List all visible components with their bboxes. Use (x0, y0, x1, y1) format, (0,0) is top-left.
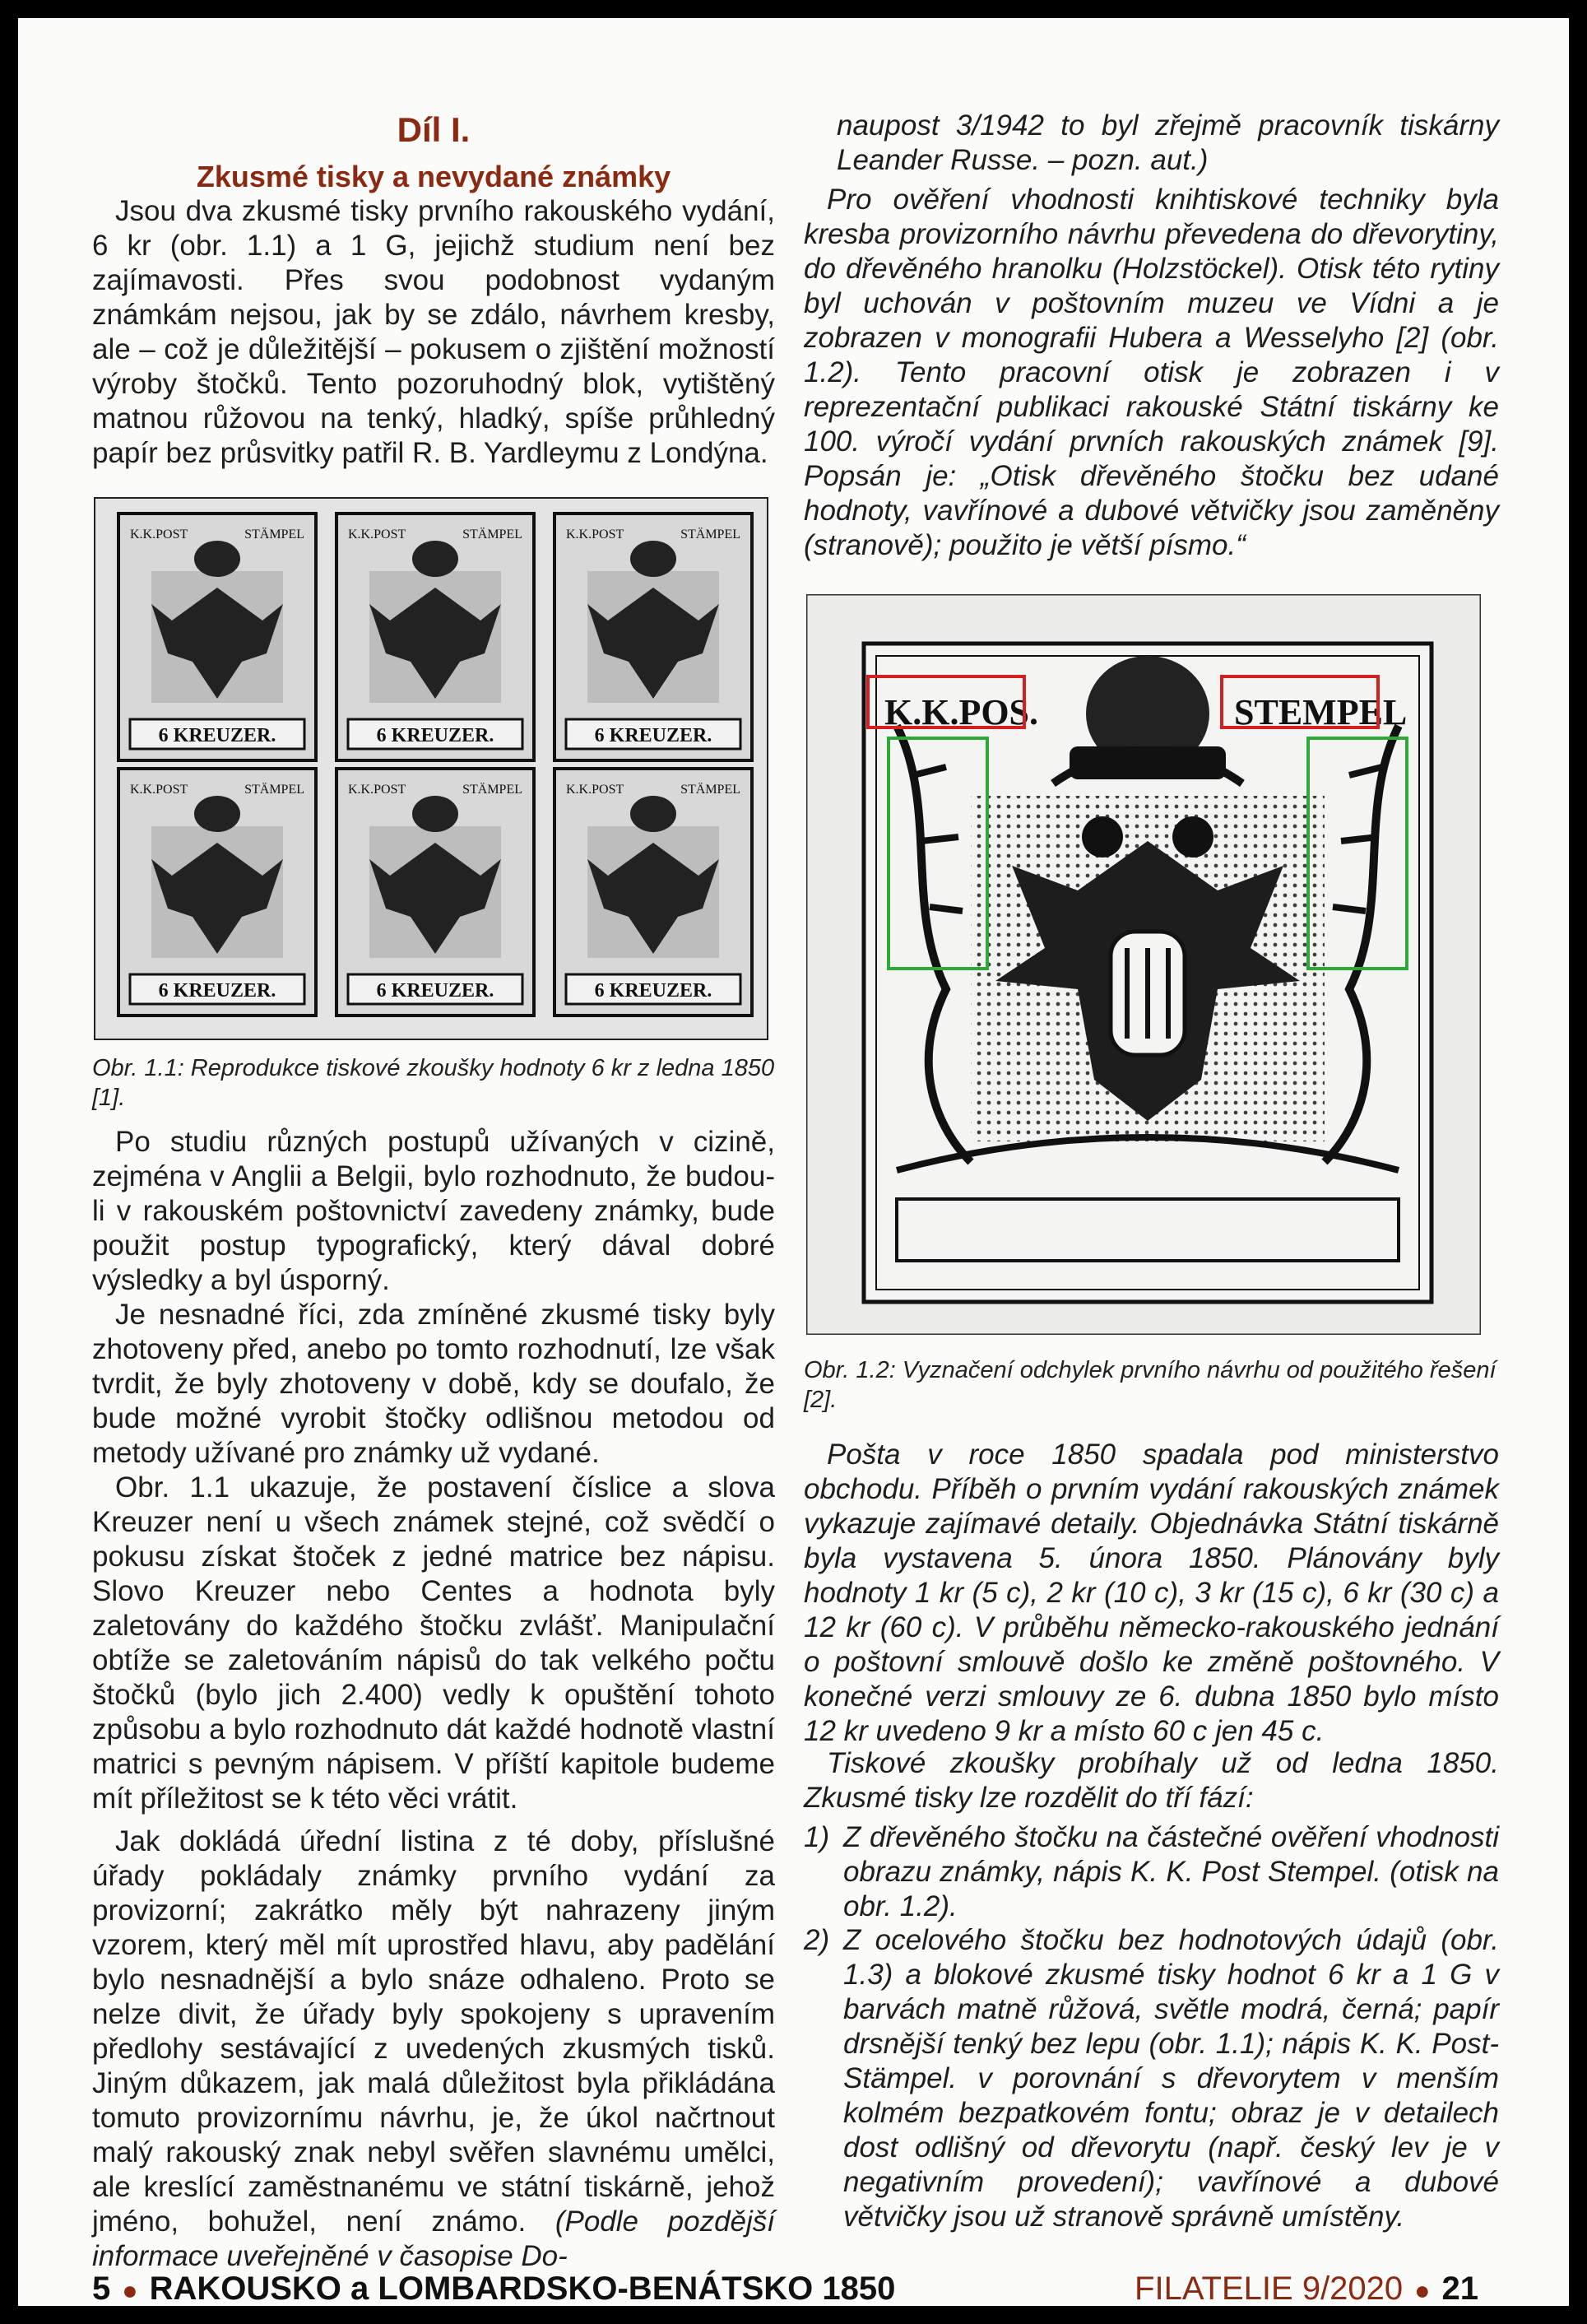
stamp (555, 769, 752, 1016)
svg-text:STEMPEL: STEMPEL (1234, 692, 1408, 732)
stamp-value-label: 6 KREUZER. (376, 725, 494, 746)
woodcut-proof-image (806, 594, 1481, 1335)
section-title: Díl I. (397, 110, 471, 149)
left-paragraph-5 (92, 1824, 775, 2274)
magazine-issue: FILATELIE 9/2020 (1135, 2271, 1404, 2307)
right-paragraph-0: naupost 3/1942 to byl zřejmě pracovník tiskárny Leander Russe. – pozn. aut.) (837, 109, 1499, 176)
phase-number: 1) (804, 1821, 830, 1853)
left-paragraph-5-note: (Podle pozdější informace uveřejněné v časopise Do- (92, 2205, 775, 2272)
footer-bullet: ● (122, 2275, 138, 2305)
stamp-header-right: STÄMPEL (680, 783, 740, 797)
stamp-header-left: K.K.POST (566, 783, 624, 797)
svg-text:K.K.POS.: K.K.POS. (884, 692, 1039, 732)
left-paragraph-4: Obr. 1.1 ukazuje, že postavení číslice a slova Kreuzer není u všech známek stejné, což svědčí o pokusu získat štoček z jedné matrice bez nápisu. Slovo Kreuzer nebo Centes a hodnota byly zaletovány do každého štočku zvlášť. Manipulační obtíže se zaletováním nápisů do tak velkého počtu štočků (bylo jich 2.400) vedly k opuštění tohoto způsobu a bylo rozhodnuto dát každé hodnotě vlastní matrici s pevným nápisem. V příští kapitole budeme mít příležitost se k této věci vrátit. (92, 1471, 775, 1815)
left-paragraph-3: Je nesnadné říci, zda zmíněné zkusmé tisky byly zhotoveny před, anebo po tomto rozhodnutí, lze však tvrdit, že byly zhotoveny v době, kdy se doufalo, že bude možné vyrobit štočky odlišnou metodou od metody užívané pro známky už vydané. (92, 1299, 775, 1469)
stamp-header-right: STÄMPEL (462, 528, 522, 541)
stamp-header-left: K.K.POST (348, 783, 406, 797)
left-paragraph-2: Po studiu různých postupů užívaných v cizině, zejména v Anglii a Belgii, bylo rozhodnuto, že budou-li v rakouském poštovnictví zavedeny známky, bude použit postup typografický, který dával dobré výsledky a byl úsporný. (92, 1126, 775, 1296)
magazine-page (18, 18, 1569, 2306)
page-number-right: 21 (1441, 2271, 1478, 2307)
left-paragraph-1: Jsou dva zkusmé tisky prvního rakouského vydání, 6 kr (obr. 1.1) a 1 G, jejichž studium není bez zajímavosti. Přes svou podobnost vydaným známkám nejsou, jak by se zdálo, návrhem kresby, ale – což je důležitější – pokusem o zjištění možností výroby štočků. Tento pozoruhodný blok, vytištěný matnou růžovou na tenký, hladký, spíše průhledný papír bez průsvitky patřil R. B. Yardleymu z Londýna. (92, 195, 775, 469)
phase-text: Z dřevěného štočku na částečné ověření vhodnosti obrazu známky, nápis K. K. Post Stempel. (otisk na obr. 1.2). (843, 1821, 1499, 1922)
stamp (336, 514, 534, 760)
stamp-block-image (94, 497, 768, 1040)
footer-right (1135, 2268, 1478, 2311)
stamp-value-label: 6 KREUZER. (376, 980, 494, 1002)
left-paragraph-5-text: Jak dokládá úřední listina z té doby, příslušné úřady pokládaly známky prvního vydání za provizorní; zakrátko měly být nahrazeny jiným vzorem, který měl mít uprostřed hlavu, aby padělání bylo nesnadnější a bylo snáze odhaleno. Proto se nelze divit, že úřady byly spokojeny s upravením předlohy sestávající z uvedených zkusmých tisků. Jiným důkazem, jak malá důležitost byla přikládána tomuto provizornímu návrhu, je, že úkol načrtnout malý rakouský znak nebyl svěřen slavnému umělci, ale kreslící zaměstnanému ve státní tiskárně, jehož jméno, bohužel, není známo. (92, 1825, 775, 2238)
right-paragraph-2: Pošta v roce 1850 spadala pod ministerstvo obchodu. Příběh o prvním vydání rakouských známek vykazuje zajímavé detaily. Objednávka Státní tiskárně byla vystavena 5. února 1850. Plánovány byly hodnoty 1 kr (5 c), 2 kr (10 c), 3 kr (15 c), 6 kr (30 c) a 12 kr (60 c). V průběhu německo-rakouského jednání o poštovní smlouvě došlo ke změně poštovného. V konečné verzi smlouvy ze 6. dubna 1850 bylo místo 12 kr uvedeno 9 kr a místo 60 c jen 45 c. (804, 1439, 1499, 1747)
stamp-header-right: STÄMPEL (462, 783, 522, 797)
stamp-value-label: 6 KREUZER. (594, 980, 712, 1002)
stamp-header-right: STÄMPEL (680, 528, 740, 541)
footer-bullet: ● (1414, 2275, 1431, 2305)
figure-1-1-caption: Obr. 1.1: Reprodukce tiskové zkoušky hodnoty 6 kr z ledna 1850 [1]. (92, 1055, 775, 1111)
stamp-header-left: K.K.POST (130, 783, 188, 797)
stamp (118, 514, 316, 760)
stamp (336, 769, 534, 1016)
stamp-header-left: K.K.POST (348, 528, 406, 541)
stamp-value-label: 6 KREUZER. (158, 725, 276, 746)
phase-list-item (804, 1820, 1499, 1924)
figure-1-2 (806, 594, 1481, 1335)
phase-number: 2) (804, 1924, 830, 1956)
stamp (118, 769, 316, 1016)
section-subtitle: Zkusmé tisky a nevydané známky (196, 160, 671, 193)
figure-1-1 (94, 497, 768, 1040)
stamp-value-label: 6 KREUZER. (158, 980, 276, 1002)
phase-text: Z ocelového štočku bez hodnotových údajů (obr. 1.3) a blokové zkusmé tisky hodnot 6 kr a 1 G v barvách matně růžová, světle modrá, černá; papír drsnější tenký bez lepu (obr. 1.1); nápis K. K. Post-Stämpel. v porovnání s dřevorytem v menším kolmém bezpatkovém fontu; obraz je v detailech dost odlišný od dřevorytu (např. český lev je v negativním provedení); vavřínové a dubové větvičky jsou už stranově správně umístěny. (843, 1924, 1499, 2233)
footer-left (92, 2268, 895, 2311)
phase-list-item (804, 1923, 1499, 2234)
stamp-header-left: K.K.POST (130, 528, 188, 541)
stamp (555, 514, 752, 760)
stamp-header-left: K.K.POST (566, 528, 624, 541)
figure-1-2-caption: Obr. 1.2: Vyznačení odchylek prvního návrhu od použitého řešení [2]. (804, 1357, 1497, 1413)
right-paragraph-1: Pro ověření vhodnosti knihtiskové techniky byla kresba provizorního návrhu převedena do dřevorytiny, do dřevěného hranolku (Holzstöckel). Otisk této rytiny byl uchován v poštovním muzeu ve Vídni a je zobrazen v monografii Hubera a Wesselyho [2] (obr. 1.2). Tento pracovní otisk je zobrazen i v reprezentační publikaci rakouské Státní tiskárny ke 100. výročí vydání prvních rakouských známek [9]. Popsán je: „Otisk dřevěného štočku bez udané hodnoty, vavřínové a dubové větvičky jsou zaměněny (stranově); použito je větší písmo.“ (804, 184, 1499, 561)
page-number-left: 5 (92, 2271, 111, 2307)
series-title: RAKOUSKO a LOMBARDSKO-BENÁTSKO 1850 (149, 2271, 896, 2307)
stamp-value-label: 6 KREUZER. (594, 725, 712, 746)
stamp-header-right: STÄMPEL (244, 783, 304, 797)
right-paragraph-3: Tiskové zkoušky probíhaly už od ledna 1850. Zkusmé tisky lze rozdělit do tří fází: (804, 1747, 1499, 1814)
stamp-header-right: STÄMPEL (244, 528, 304, 541)
